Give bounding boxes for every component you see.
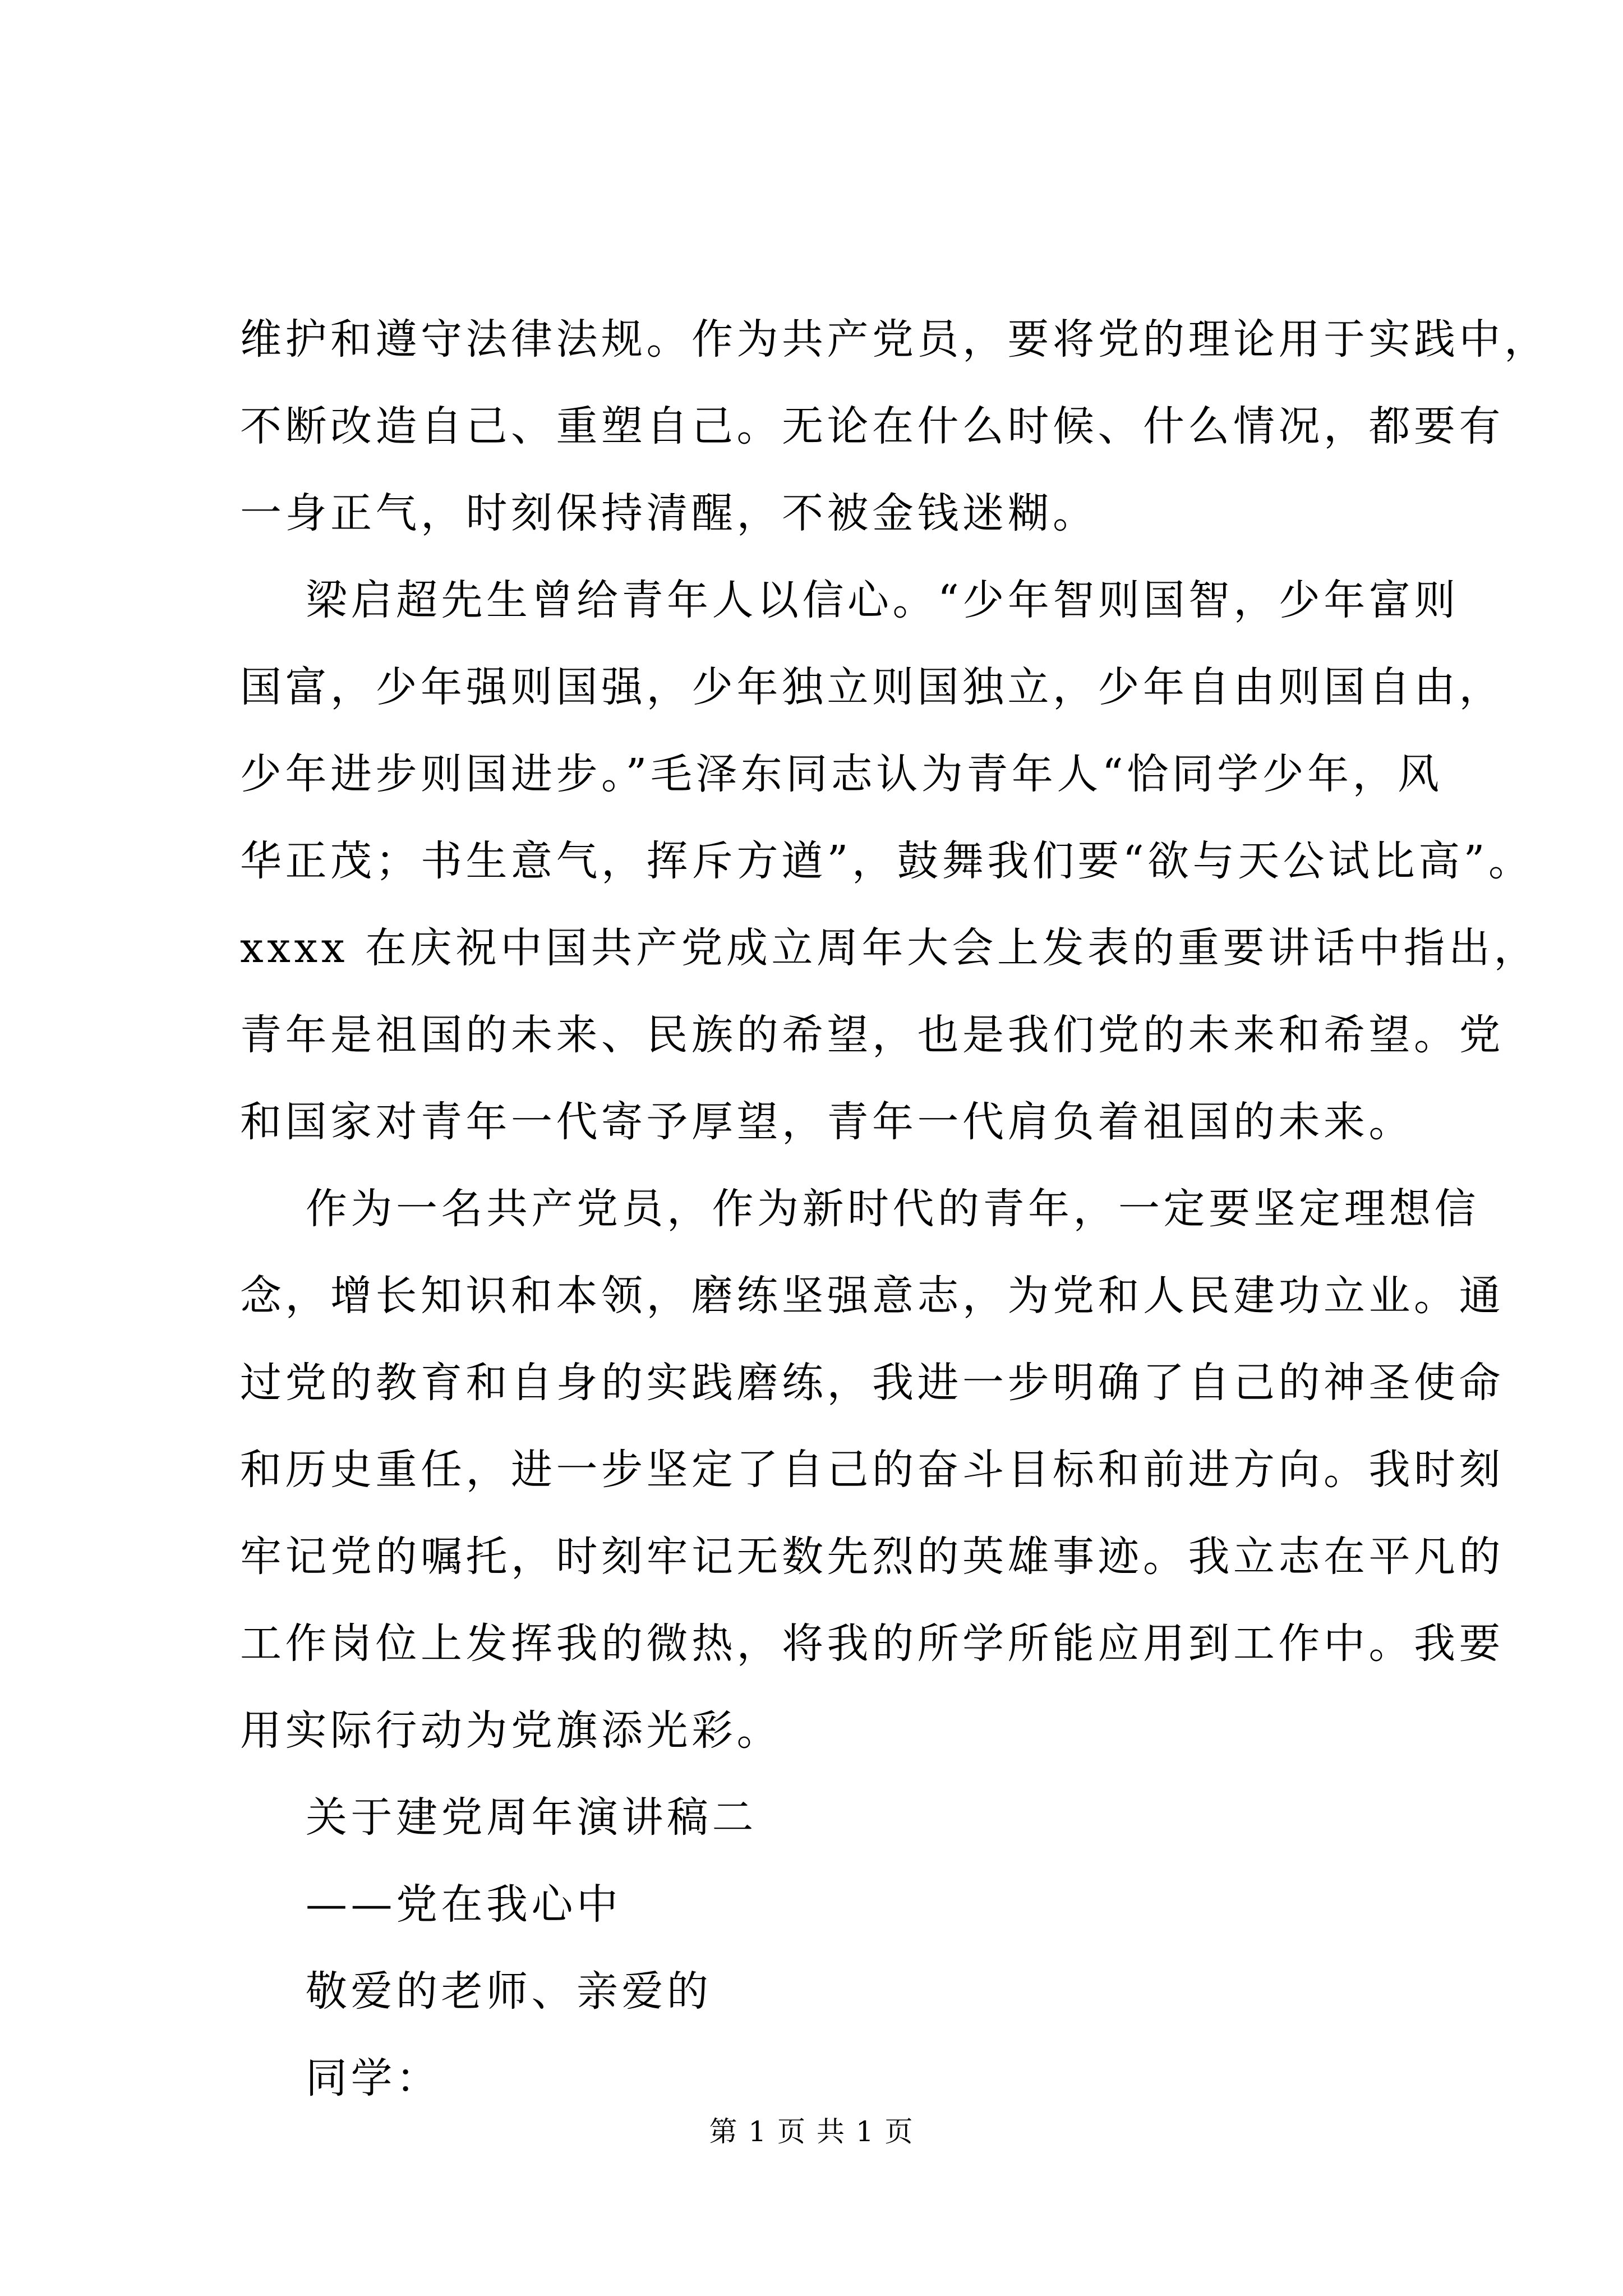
paragraph-start-line: 作为一名共产党员，作为新时代的青年，一定要坚定理想信 bbox=[306, 1185, 1479, 1233]
text-line: 维护和遵守法律法规。作为共产党员，要将党的理论用于实践中， bbox=[240, 315, 1550, 364]
text-line: 用实际行动为党旗添光彩。 bbox=[240, 1706, 782, 1755]
salutation-line: 敬爱的老师、亲爱的 bbox=[306, 1967, 712, 2016]
text-line: 和历史重任，进一步坚定了自己的奋斗目标和前进方向。我时刻 bbox=[240, 1446, 1504, 1494]
salutation-line: 同学： bbox=[306, 2054, 441, 2102]
page-footer: 第 1 页 共 1 页 bbox=[709, 2115, 914, 2148]
text-line: 青年是祖国的未来、民族的希望，也是我们党的未来和希望。党 bbox=[240, 1011, 1504, 1059]
text-line: 一身正气，时刻保持清醒，不被金钱迷糊。 bbox=[240, 489, 1098, 537]
section-title: 关于建党周年演讲稿二 bbox=[306, 1793, 757, 1842]
text-line: 工作岗位上发挥我的微热，将我的所学所能应用到工作中。我要 bbox=[240, 1619, 1504, 1668]
section-subtitle: ——党在我心中 bbox=[306, 1880, 622, 1929]
text-line: 和国家对青年一代寄予厚望，青年一代肩负着祖国的未来。 bbox=[240, 1098, 1414, 1146]
text-line: 过党的教育和自身的实践磨练，我进一步明确了自己的神圣使命 bbox=[240, 1359, 1504, 1407]
text-line: 牢记党的嘱托，时刻牢记无数先烈的英雄事迹。我立志在平凡的 bbox=[240, 1533, 1504, 1581]
text-line: 念，增长知识和本领，磨练坚强意志，为党和人民建功立业。通 bbox=[240, 1272, 1504, 1320]
text-line: 少年进步则国进步。”毛泽东同志认为青年人“恰同学少年，风 bbox=[240, 750, 1443, 798]
text-line: 华正茂；书生意气，挥斥方遒”，鼓舞我们要“欲与天公试比高”。 bbox=[240, 837, 1534, 885]
text-line: xxxx 在庆祝中国共产党成立周年大会上发表的重要讲话中指出， bbox=[240, 924, 1539, 972]
paragraph-start-line: 梁启超先生曾给青年人以信心。“少年智则国智，少年富则 bbox=[306, 576, 1459, 624]
text-line: 国富，少年强则国强，少年独立则国独立，少年自由则国自由， bbox=[240, 663, 1504, 711]
text-line: 不断改造自己、重塑自己。无论在什么时候、什么情况，都要有 bbox=[240, 402, 1504, 450]
